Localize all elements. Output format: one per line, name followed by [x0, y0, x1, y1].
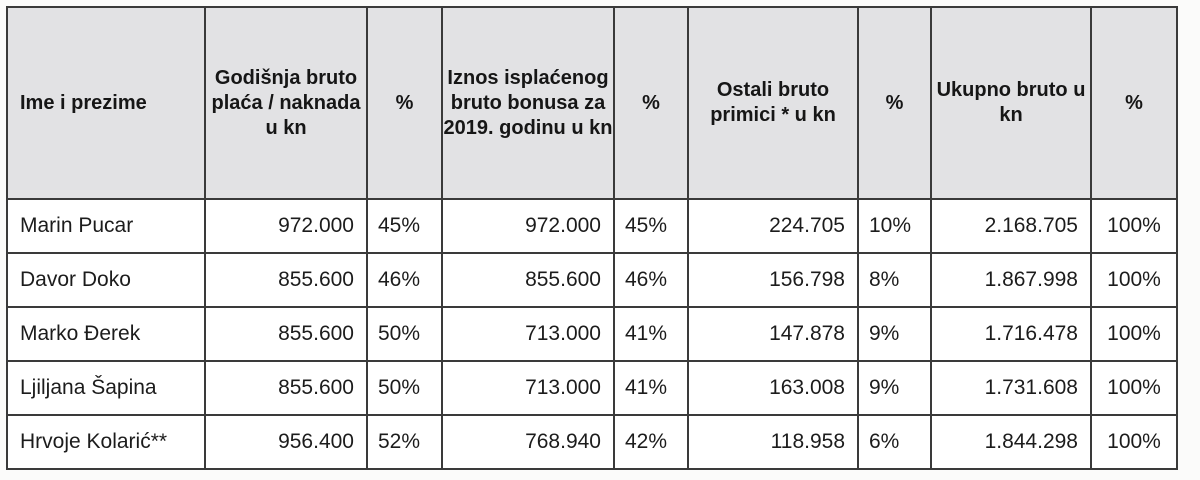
cell-total-percent: 100% — [1091, 199, 1177, 253]
cell-salary-percent: 50% — [367, 361, 442, 415]
cell-bonus-percent: 45% — [614, 199, 688, 253]
cell-other: 163.008 — [688, 361, 858, 415]
cell-other: 156.798 — [688, 253, 858, 307]
cell-bonus-percent: 42% — [614, 415, 688, 469]
cell-bonus: 713.000 — [442, 307, 614, 361]
header-annual-salary: Godišnja bruto plaća / naknada u kn — [205, 7, 367, 199]
cell-bonus: 768.940 — [442, 415, 614, 469]
header-percent-salary: % — [367, 7, 442, 199]
table-row — [7, 361, 1177, 415]
cell-salary-percent: 52% — [367, 415, 442, 469]
cell-total: 1.867.998 — [931, 253, 1091, 307]
cell-other-percent: 9% — [858, 307, 931, 361]
cell-total-percent: 100% — [1091, 415, 1177, 469]
header-percent-bonus: % — [614, 7, 688, 199]
table-row — [7, 307, 1177, 361]
cell-salary: 855.600 — [205, 307, 367, 361]
cell-total: 1.716.478 — [931, 307, 1091, 361]
cell-salary: 972.000 — [205, 199, 367, 253]
cell-bonus: 713.000 — [442, 361, 614, 415]
cell-total-percent: 100% — [1091, 307, 1177, 361]
cell-total: 2.168.705 — [931, 199, 1091, 253]
header-total: Ukupno bruto u kn — [931, 7, 1091, 199]
cell-bonus: 972.000 — [442, 199, 614, 253]
cell-total: 1.731.608 — [931, 361, 1091, 415]
header-name: Ime i prezime — [7, 7, 205, 199]
cell-total: 1.844.298 — [931, 415, 1091, 469]
cell-total-percent: 100% — [1091, 361, 1177, 415]
cell-other: 118.958 — [688, 415, 858, 469]
cell-other: 224.705 — [688, 199, 858, 253]
table-row — [7, 253, 1177, 307]
table-row — [7, 199, 1177, 253]
cell-name: Marko Đerek — [7, 307, 205, 361]
table-body — [7, 199, 1177, 469]
header-bonus: Iznos isplaćenog bruto bonusa za 2019. godinu u kn — [442, 7, 614, 199]
header-row — [7, 7, 1177, 199]
cell-salary: 956.400 — [205, 415, 367, 469]
cell-other: 147.878 — [688, 307, 858, 361]
cell-salary: 855.600 — [205, 253, 367, 307]
cell-bonus-percent: 46% — [614, 253, 688, 307]
cell-name: Marin Pucar — [7, 199, 205, 253]
cell-salary-percent: 46% — [367, 253, 442, 307]
cell-salary-percent: 50% — [367, 307, 442, 361]
cell-name: Hrvoje Kolarić** — [7, 415, 205, 469]
cell-other-percent: 10% — [858, 199, 931, 253]
cell-salary: 855.600 — [205, 361, 367, 415]
cell-bonus: 855.600 — [442, 253, 614, 307]
header-percent-total: % — [1091, 7, 1177, 199]
compensation-table — [6, 6, 1178, 470]
header-percent-other: % — [858, 7, 931, 199]
table-row — [7, 415, 1177, 469]
table-header — [7, 7, 1177, 199]
cell-total-percent: 100% — [1091, 253, 1177, 307]
cell-other-percent: 6% — [858, 415, 931, 469]
cell-bonus-percent: 41% — [614, 361, 688, 415]
cell-bonus-percent: 41% — [614, 307, 688, 361]
cell-name: Davor Doko — [7, 253, 205, 307]
cell-other-percent: 9% — [858, 361, 931, 415]
cell-other-percent: 8% — [858, 253, 931, 307]
header-other-income: Ostali bruto primici * u kn — [688, 7, 858, 199]
cell-name: Ljiljana Šapina — [7, 361, 205, 415]
cell-salary-percent: 45% — [367, 199, 442, 253]
